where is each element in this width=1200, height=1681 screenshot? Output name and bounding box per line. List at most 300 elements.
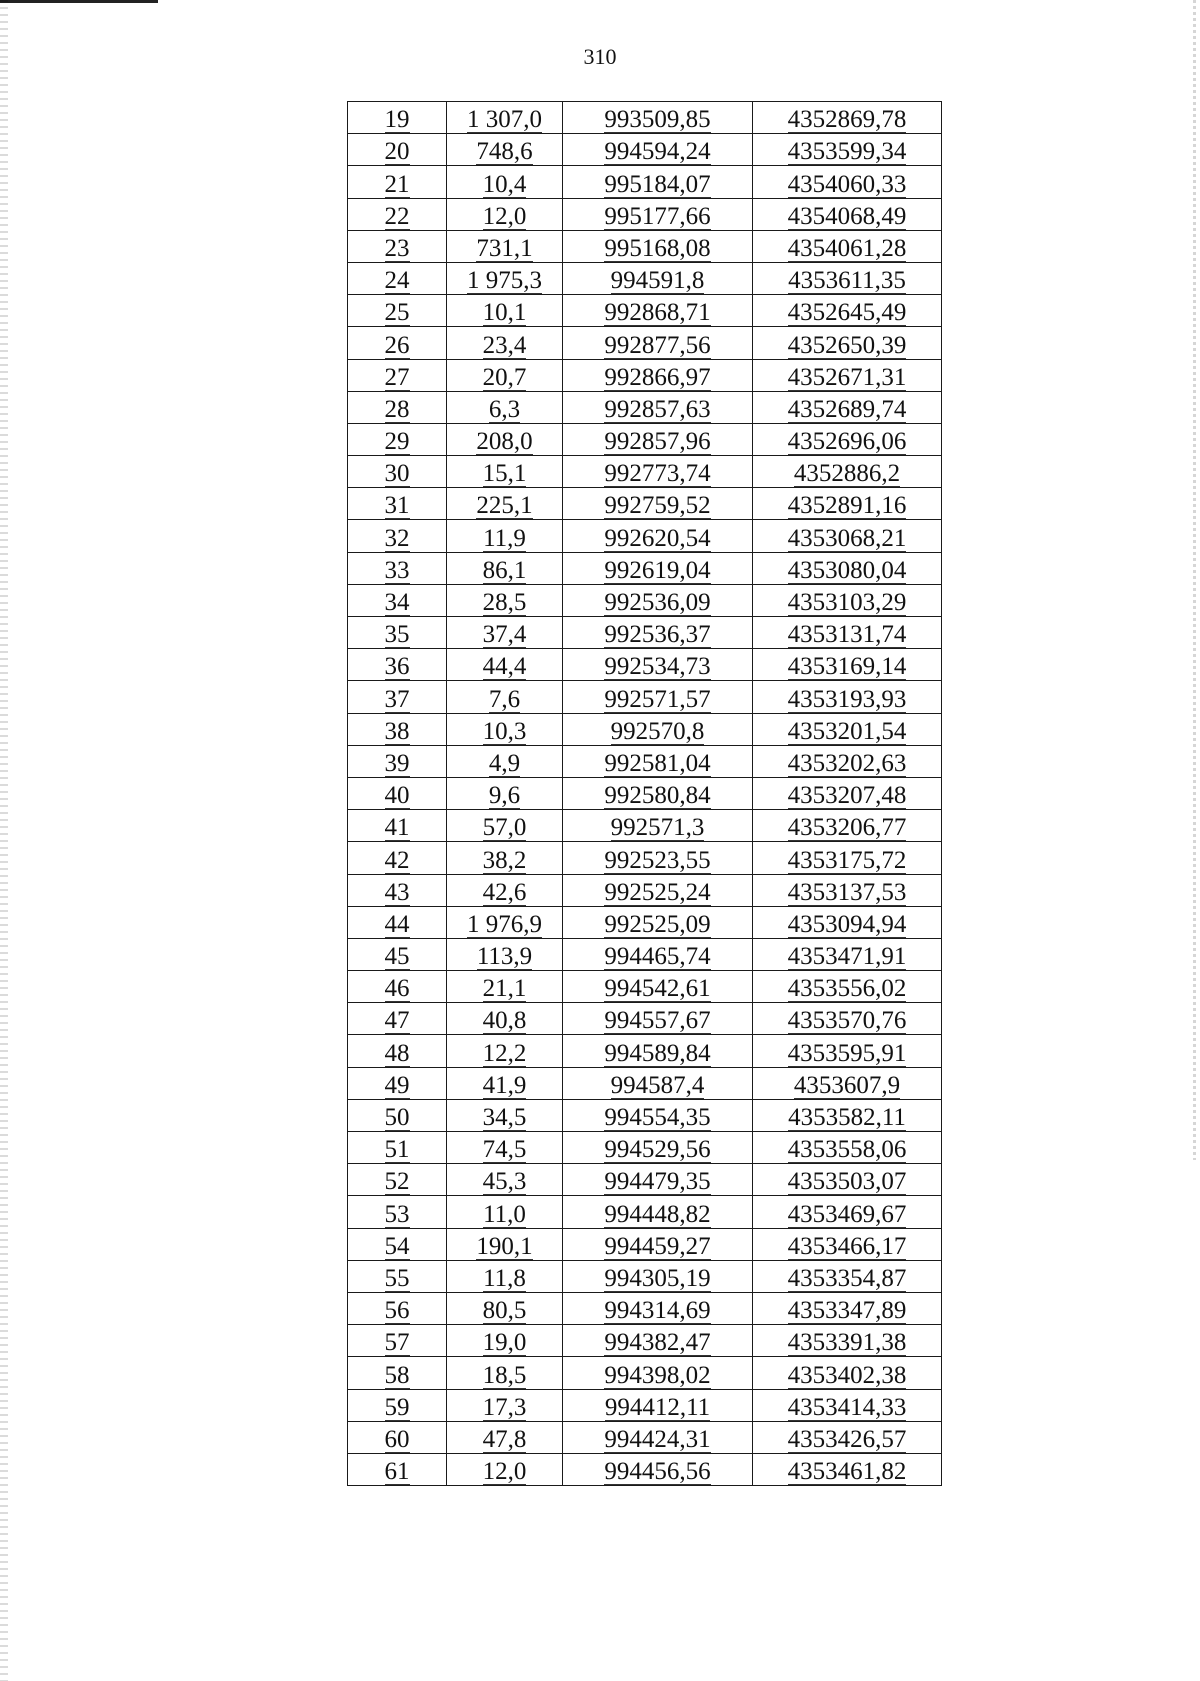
x-coordinate-cell — [563, 649, 753, 681]
point-number-cell — [348, 295, 447, 327]
cell-value: 992571,57 — [604, 685, 711, 713]
length-cell — [447, 552, 563, 584]
y-coordinate-cell — [753, 1453, 942, 1485]
point-number-cell — [348, 456, 447, 488]
cell-value: 25 — [384, 299, 410, 327]
table-row — [348, 617, 942, 649]
x-coordinate-cell — [563, 584, 753, 616]
cell-value: 4352869,78 — [787, 106, 907, 134]
cell-value: 992581,04 — [604, 749, 711, 777]
cell-value: 4352645,49 — [787, 299, 907, 327]
x-coordinate-cell — [563, 1421, 753, 1453]
cell-value: 33 — [384, 556, 410, 584]
point-number-cell — [348, 1357, 447, 1389]
x-coordinate-cell — [563, 1035, 753, 1067]
point-number-cell — [348, 391, 447, 423]
y-coordinate-cell — [753, 1035, 942, 1067]
point-number-cell — [348, 1003, 447, 1035]
cell-value: 994448,82 — [604, 1200, 711, 1228]
cell-value: 36 — [384, 653, 410, 681]
y-coordinate-cell — [753, 166, 942, 198]
length-cell — [447, 1260, 563, 1292]
point-number-cell — [348, 1260, 447, 1292]
length-cell — [447, 262, 563, 294]
table-row — [348, 359, 942, 391]
point-number-cell — [348, 971, 447, 1003]
point-number-cell — [348, 134, 447, 166]
table-row — [348, 810, 942, 842]
cell-value: 4352671,31 — [787, 363, 907, 391]
cell-value: 26 — [384, 331, 410, 359]
cell-value: 992534,73 — [604, 653, 711, 681]
cell-value: 45,3 — [482, 1168, 527, 1196]
length-cell — [447, 1421, 563, 1453]
cell-value: 4354060,33 — [787, 170, 907, 198]
cell-value: 992571,3 — [610, 814, 705, 842]
cell-value: 4353582,11 — [788, 1104, 906, 1131]
table-row — [348, 552, 942, 584]
table-row — [348, 1164, 942, 1196]
y-coordinate-cell — [753, 1099, 942, 1131]
cell-value: 4353103,29 — [787, 589, 907, 616]
cell-value: 4353558,06 — [787, 1136, 907, 1164]
point-number-cell — [348, 906, 447, 938]
cell-value: 51 — [384, 1136, 410, 1164]
cell-value: 4353595,91 — [787, 1039, 907, 1067]
cell-value: 994587,4 — [610, 1071, 705, 1099]
cell-value: 995177,66 — [604, 202, 711, 230]
cell-value: 20 — [384, 138, 410, 166]
cell-value: 113,9 — [476, 943, 533, 971]
point-number-cell — [348, 520, 447, 552]
length-cell — [447, 1357, 563, 1389]
point-number-cell — [348, 1389, 447, 1421]
point-number-cell — [348, 681, 447, 713]
page-number: 310 — [583, 44, 617, 69]
length-cell — [447, 166, 563, 198]
x-coordinate-cell — [563, 1132, 753, 1164]
cell-value: 4354068,49 — [787, 202, 907, 230]
length-cell — [447, 649, 563, 681]
point-number-cell — [348, 1099, 447, 1131]
y-coordinate-cell — [753, 1357, 942, 1389]
cell-value: 992523,55 — [604, 846, 711, 874]
length-cell — [447, 488, 563, 520]
cell-value: 44 — [384, 910, 410, 938]
y-coordinate-cell — [753, 552, 942, 584]
point-number-cell — [348, 359, 447, 391]
length-cell — [447, 1035, 563, 1067]
length-cell — [447, 1099, 563, 1131]
cell-value: 994305,19 — [604, 1264, 711, 1292]
cell-value: 80,5 — [482, 1297, 527, 1325]
cell-value: 12,0 — [482, 202, 527, 230]
table-row — [348, 198, 942, 230]
cell-value: 992536,09 — [604, 589, 711, 616]
cell-value: 23 — [384, 234, 410, 262]
x-coordinate-cell — [563, 1453, 753, 1485]
y-coordinate-cell — [753, 938, 942, 970]
table-row — [348, 295, 942, 327]
cell-value: 4353570,76 — [787, 1007, 907, 1035]
table-row — [348, 1421, 942, 1453]
table-body — [348, 102, 942, 1486]
x-coordinate-cell — [563, 1196, 753, 1228]
cell-value: 17,3 — [482, 1393, 527, 1421]
x-coordinate-cell — [563, 456, 753, 488]
scan-edge-left — [0, 0, 8, 1681]
cell-value: 994529,56 — [604, 1136, 711, 1164]
point-number-cell — [348, 1453, 447, 1485]
cell-value: 31 — [384, 492, 410, 520]
length-cell — [447, 198, 563, 230]
table-row — [348, 423, 942, 455]
cell-value: 4353201,54 — [787, 717, 907, 745]
table-row — [348, 1292, 942, 1324]
point-number-cell — [348, 1228, 447, 1260]
cell-value: 1 975,3 — [467, 267, 542, 295]
point-number-cell — [348, 1196, 447, 1228]
cell-value: 4353094,94 — [787, 910, 907, 938]
cell-value: 994314,69 — [604, 1297, 711, 1325]
x-coordinate-cell — [563, 230, 753, 262]
x-coordinate-cell — [563, 1260, 753, 1292]
cell-value: 45 — [384, 943, 410, 971]
cell-value: 4353206,77 — [787, 814, 907, 842]
cell-value: 4353414,33 — [787, 1393, 907, 1421]
y-coordinate-cell — [753, 1325, 942, 1357]
x-coordinate-cell — [563, 1228, 753, 1260]
x-coordinate-cell — [563, 134, 753, 166]
x-coordinate-cell — [563, 906, 753, 938]
y-coordinate-cell — [753, 649, 942, 681]
cell-value: 4353137,53 — [787, 878, 907, 906]
cell-value: 994594,24 — [604, 138, 711, 166]
cell-value: 7,6 — [488, 685, 521, 713]
x-coordinate-cell — [563, 552, 753, 584]
cell-value: 4353607,9 — [793, 1071, 901, 1099]
y-coordinate-cell — [753, 230, 942, 262]
cell-value: 992525,09 — [604, 910, 711, 938]
cell-value: 4353193,93 — [787, 685, 907, 713]
length-cell — [447, 584, 563, 616]
cell-value: 29 — [384, 428, 410, 456]
point-number-cell — [348, 262, 447, 294]
cell-value: 4352696,06 — [787, 428, 907, 456]
y-coordinate-cell — [753, 1389, 942, 1421]
cell-value: 34,5 — [482, 1104, 527, 1131]
cell-value: 86,1 — [482, 556, 527, 584]
cell-value: 42 — [384, 846, 410, 874]
x-coordinate-cell — [563, 810, 753, 842]
cell-value: 994465,74 — [604, 943, 711, 971]
table-row — [348, 134, 942, 166]
cell-value: 40 — [384, 782, 410, 810]
cell-value: 4353426,57 — [787, 1425, 907, 1453]
cell-value: 994479,35 — [604, 1168, 711, 1196]
cell-value: 992857,63 — [604, 395, 711, 423]
cell-value: 4353469,67 — [787, 1200, 907, 1228]
y-coordinate-cell — [753, 327, 942, 359]
cell-value: 32 — [384, 524, 410, 552]
table-row — [348, 1196, 942, 1228]
table-row — [348, 745, 942, 777]
y-coordinate-cell — [753, 102, 942, 134]
y-coordinate-cell — [753, 456, 942, 488]
table-row — [348, 166, 942, 198]
corner-mark — [0, 0, 158, 3]
cell-value: 4353402,38 — [787, 1361, 907, 1389]
cell-value: 731,1 — [476, 234, 533, 262]
point-number-cell — [348, 1164, 447, 1196]
cell-value: 28 — [384, 395, 410, 423]
y-coordinate-cell — [753, 617, 942, 649]
table-row — [348, 1003, 942, 1035]
length-cell — [447, 713, 563, 745]
cell-value: 37 — [384, 685, 410, 713]
cell-value: 995168,08 — [604, 234, 711, 262]
cell-value: 6,3 — [488, 395, 521, 423]
cell-value: 28,5 — [482, 589, 527, 616]
y-coordinate-cell — [753, 295, 942, 327]
cell-value: 190,1 — [476, 1232, 533, 1260]
length-cell — [447, 842, 563, 874]
cell-value: 992868,71 — [604, 299, 711, 327]
cell-value: 4353207,48 — [787, 782, 907, 810]
y-coordinate-cell — [753, 1067, 942, 1099]
cell-value: 4353080,04 — [787, 556, 907, 584]
table-row — [348, 938, 942, 970]
cell-value: 47,8 — [482, 1425, 527, 1453]
cell-value: 44,4 — [482, 653, 527, 681]
cell-value: 4353131,74 — [787, 621, 907, 649]
point-number-cell — [348, 874, 447, 906]
length-cell — [447, 134, 563, 166]
x-coordinate-cell — [563, 1099, 753, 1131]
cell-value: 55 — [384, 1264, 410, 1292]
cell-value: 46 — [384, 975, 410, 1003]
point-number-cell — [348, 166, 447, 198]
length-cell — [447, 938, 563, 970]
cell-value: 4352689,74 — [787, 395, 907, 423]
table-row — [348, 1357, 942, 1389]
cell-value: 992525,24 — [604, 878, 711, 906]
cell-value: 994412,11 — [604, 1393, 711, 1421]
cell-value: 20,7 — [482, 363, 527, 391]
cell-value: 58 — [384, 1361, 410, 1389]
y-coordinate-cell — [753, 1260, 942, 1292]
cell-value: 19 — [384, 106, 410, 134]
length-cell — [447, 971, 563, 1003]
x-coordinate-cell — [563, 520, 753, 552]
y-coordinate-cell — [753, 810, 942, 842]
table-row — [348, 520, 942, 552]
y-coordinate-cell — [753, 842, 942, 874]
point-number-cell — [348, 1325, 447, 1357]
cell-value: 43 — [384, 878, 410, 906]
cell-value: 12,0 — [482, 1458, 527, 1486]
cell-value: 995184,07 — [604, 170, 711, 198]
length-cell — [447, 1292, 563, 1324]
y-coordinate-cell — [753, 584, 942, 616]
cell-value: 39 — [384, 749, 410, 777]
cell-value: 50 — [384, 1104, 410, 1131]
cell-value: 54 — [384, 1232, 410, 1260]
cell-value: 57 — [384, 1329, 410, 1357]
x-coordinate-cell — [563, 262, 753, 294]
y-coordinate-cell — [753, 134, 942, 166]
table-row — [348, 874, 942, 906]
cell-value: 19,0 — [482, 1329, 527, 1357]
table-row — [348, 391, 942, 423]
y-coordinate-cell — [753, 391, 942, 423]
cell-value: 992536,37 — [604, 621, 711, 649]
cell-value: 47 — [384, 1007, 410, 1035]
cell-value: 992620,54 — [604, 524, 711, 552]
table-row — [348, 971, 942, 1003]
cell-value: 4353391,38 — [787, 1329, 907, 1357]
y-coordinate-cell — [753, 874, 942, 906]
point-number-cell — [348, 649, 447, 681]
cell-value: 992857,96 — [604, 428, 711, 456]
cell-value: 52 — [384, 1168, 410, 1196]
cell-value: 35 — [384, 621, 410, 649]
cell-value: 11,0 — [483, 1200, 526, 1228]
cell-value: 53 — [384, 1200, 410, 1228]
y-coordinate-cell — [753, 713, 942, 745]
length-cell — [447, 1325, 563, 1357]
length-cell — [447, 906, 563, 938]
cell-value: 11,8 — [483, 1264, 526, 1292]
x-coordinate-cell — [563, 1389, 753, 1421]
point-number-cell — [348, 713, 447, 745]
cell-value: 4352886,2 — [793, 460, 901, 488]
x-coordinate-cell — [563, 874, 753, 906]
length-cell — [447, 1067, 563, 1099]
y-coordinate-cell — [753, 1228, 942, 1260]
cell-value: 60 — [384, 1425, 410, 1453]
cell-value: 994554,35 — [604, 1104, 711, 1131]
point-number-cell — [348, 488, 447, 520]
x-coordinate-cell — [563, 391, 753, 423]
table-row — [348, 777, 942, 809]
cell-value: 61 — [384, 1458, 410, 1486]
table-row — [348, 1228, 942, 1260]
x-coordinate-cell — [563, 938, 753, 970]
y-coordinate-cell — [753, 1292, 942, 1324]
cell-value: 10,3 — [482, 717, 527, 745]
point-number-cell — [348, 1421, 447, 1453]
cell-value: 4352891,16 — [787, 492, 907, 520]
y-coordinate-cell — [753, 488, 942, 520]
length-cell — [447, 1228, 563, 1260]
point-number-cell — [348, 842, 447, 874]
cell-value: 4353556,02 — [787, 975, 907, 1003]
y-coordinate-cell — [753, 423, 942, 455]
table-row — [348, 1035, 942, 1067]
cell-value: 48 — [384, 1039, 410, 1067]
cell-value: 21 — [384, 170, 410, 198]
length-cell — [447, 1132, 563, 1164]
y-coordinate-cell — [753, 520, 942, 552]
table-row — [348, 906, 942, 938]
point-number-cell — [348, 327, 447, 359]
x-coordinate-cell — [563, 327, 753, 359]
y-coordinate-cell — [753, 745, 942, 777]
length-cell — [447, 1196, 563, 1228]
x-coordinate-cell — [563, 1325, 753, 1357]
x-coordinate-cell — [563, 1292, 753, 1324]
cell-value: 992773,74 — [604, 460, 711, 488]
cell-value: 4353599,34 — [787, 138, 907, 166]
table-row — [348, 230, 942, 262]
table-row — [348, 1132, 942, 1164]
cell-value: 37,4 — [482, 621, 527, 649]
y-coordinate-cell — [753, 1196, 942, 1228]
cell-value: 41,9 — [482, 1071, 527, 1099]
y-coordinate-cell — [753, 198, 942, 230]
cell-value: 4353354,87 — [787, 1264, 907, 1292]
point-number-cell — [348, 230, 447, 262]
point-number-cell — [348, 777, 447, 809]
point-number-cell — [348, 617, 447, 649]
table-row — [348, 327, 942, 359]
cell-value: 992877,56 — [604, 331, 711, 359]
table-row — [348, 1099, 942, 1131]
point-number-cell — [348, 745, 447, 777]
cell-value: 4353611,35 — [788, 267, 906, 295]
cell-value: 59 — [384, 1393, 410, 1421]
x-coordinate-cell — [563, 842, 753, 874]
length-cell — [447, 295, 563, 327]
length-cell — [447, 681, 563, 713]
coordinates-table — [347, 101, 942, 1486]
cell-value: 992759,52 — [604, 492, 711, 520]
cell-value: 4354061,28 — [787, 234, 907, 262]
point-number-cell — [348, 1132, 447, 1164]
x-coordinate-cell — [563, 1067, 753, 1099]
x-coordinate-cell — [563, 971, 753, 1003]
length-cell — [447, 102, 563, 134]
cell-value: 4353466,17 — [787, 1232, 907, 1260]
point-number-cell — [348, 1292, 447, 1324]
point-number-cell — [348, 423, 447, 455]
cell-value: 30 — [384, 460, 410, 488]
cell-value: 9,6 — [488, 782, 521, 810]
length-cell — [447, 777, 563, 809]
x-coordinate-cell — [563, 198, 753, 230]
table-row — [348, 456, 942, 488]
x-coordinate-cell — [563, 166, 753, 198]
cell-value: 24 — [384, 267, 410, 295]
cell-value: 994591,8 — [610, 267, 705, 295]
point-number-cell — [348, 1035, 447, 1067]
table-row — [348, 649, 942, 681]
cell-value: 11,9 — [483, 524, 526, 552]
length-cell — [447, 1453, 563, 1485]
table-row — [348, 713, 942, 745]
table-row — [348, 681, 942, 713]
x-coordinate-cell — [563, 1164, 753, 1196]
cell-value: 38,2 — [482, 846, 527, 874]
point-number-cell — [348, 102, 447, 134]
y-coordinate-cell — [753, 262, 942, 294]
cell-value: 23,4 — [482, 331, 527, 359]
length-cell — [447, 1389, 563, 1421]
cell-value: 994456,56 — [604, 1458, 711, 1486]
cell-value: 21,1 — [482, 975, 527, 1003]
cell-value: 18,5 — [482, 1361, 527, 1389]
